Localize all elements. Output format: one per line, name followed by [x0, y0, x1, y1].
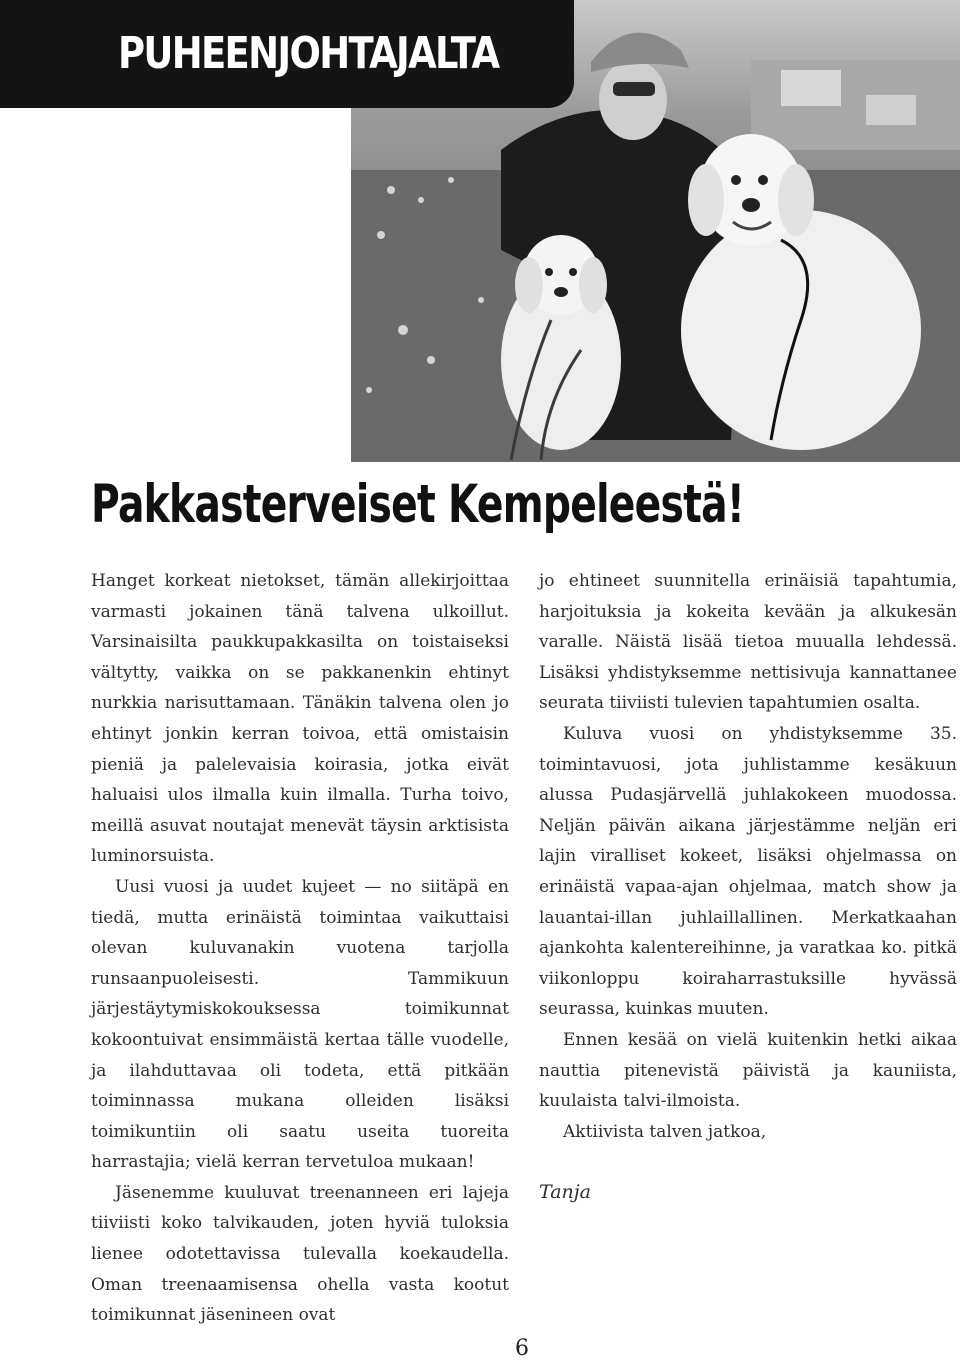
article-headline: Pakkasterveiset Kempeleestä!	[91, 474, 744, 535]
paragraph: Jäsenemme kuuluvat treenanneen eri lajeja tiiviisti koko talvikauden, joten hyviä tuloksia lienee odotettavissa tulevalla koekaudella. Oman treenaamisensa ohella vasta kootut toimikunnat jäsenineen ovat	[91, 1182, 509, 1326]
paragraph: Uusi vuosi ja uudet kujeet — no siitäpä en tiedä, mutta erinäistä toimintaa vaikuttaisi olevan kuluvanakin vuotena tarjolla runsaanpuoleisesti. Tammikuun järjestäytymiskokouksessa toimikunnat kokoontuivat ensimmäistä kertaa tälle vuodelle, ja ilahduttavaa oli todeta, että pitkään toiminnassa mukana olleiden lisäksi toimikuntiin oli saatu useita tuoreita harrastajia; vielä kerran tervetuloa mukaan!	[91, 876, 509, 1173]
page-number: 6	[515, 1336, 529, 1361]
paragraph: Ennen kesää on vielä kuitenkin hetki aikaa nauttia pitenevistä päivistä ja kauniista, kuulaista talvi-ilmoista.	[539, 1029, 957, 1112]
paragraph: Kuluva vuosi on yhdistyksemme 35. toimintavuosi, jota juhlistamme kesäkuun alussa Pudasjärvellä juhlakokeen muodossa. Neljän päivän aikana järjestämme neljän eri lajin viralliset kokeet, lisäksi ohjelmassa on erinäistä vapaa-ajan ohjelmaa, match show ja lauantai-illan juhlaillallinen. Merkatkaahan ajankohta kalentereihinne, ja varatkaa ko. pitkä viikonloppu koiraharrastuksille hyvässä seurassa, kuinkas muuten.	[539, 723, 957, 1020]
article-column-left	[91, 566, 509, 1331]
closing-line: Aktiivista talven jatkoa,	[563, 1121, 767, 1142]
article-column-right	[539, 566, 957, 1208]
paragraph: Hanget korkeat nietokset, tämän allekirjoittaa varmasti jokainen tänä talvena ulkoillut. Varsinaisilta paukkupakkasilta on toistaiseksi vältytty, vaikka on se pakkanenkin ehtinyt nurkkia narisuttamaan. Tänäkin talvena olen jo ehtinyt jonkin kerran toivoa, että omistaisin pieniä ja palelevaisia koirasia, jotka eivät haluaisi ulos ilmalla kuin ilmalla. Turha toivo, meillä asuvat noutajat menevät täysin arktisista luminorsuista.	[91, 571, 509, 867]
section-title: PUHEENJOHTAJALTA	[118, 28, 499, 79]
paragraph: jo ehtineet suunnitella erinäisiä tapahtumia, harjoituksia ja kokeita kevään ja alkukesän varalle. Näistä lisää tietoa muualla lehdessä. Lisäksi yhdistyksemme nettisivuja kannattanee seurata tiiviisti tulevien tapahtumien osalta.	[539, 571, 957, 714]
section-banner	[0, 0, 574, 108]
signature: Tanja	[539, 1181, 591, 1204]
